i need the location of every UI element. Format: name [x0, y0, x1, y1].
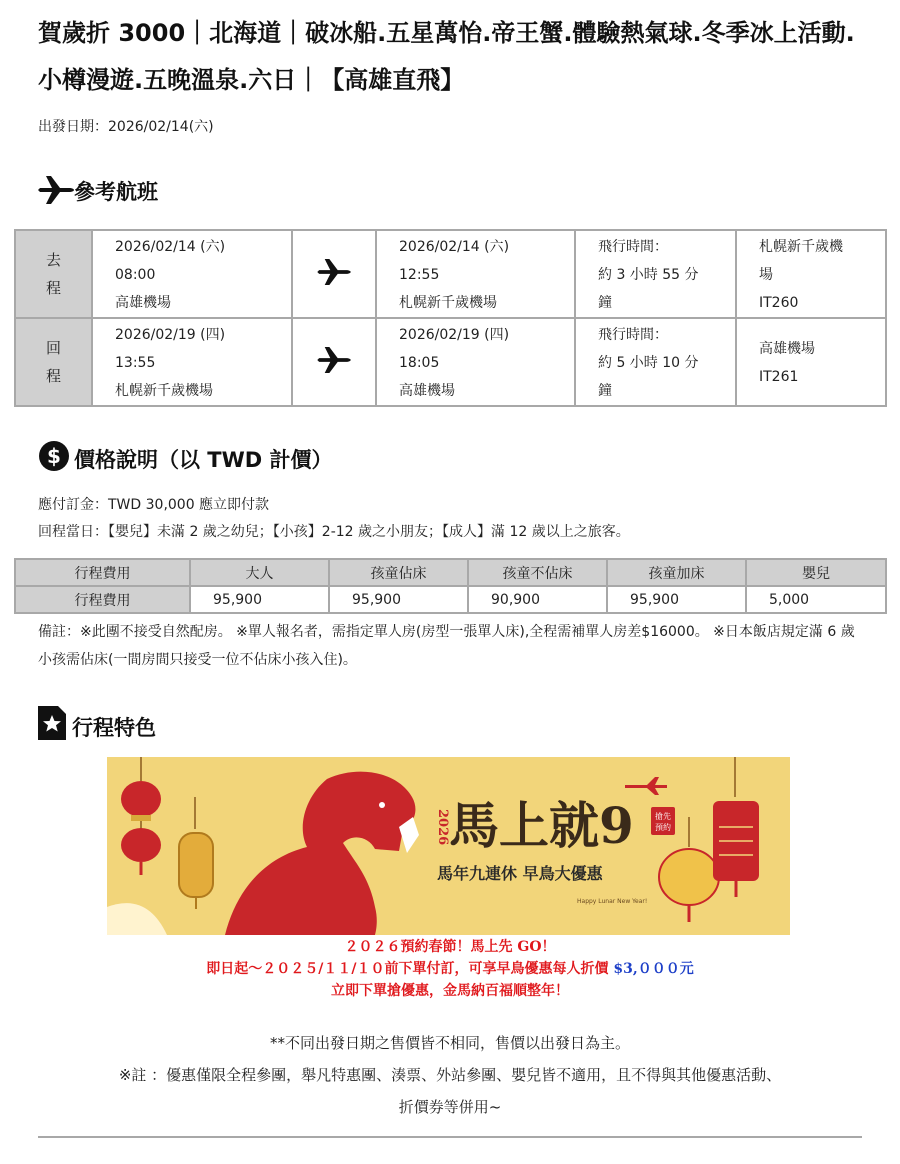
departure-airport-text: 札幌新千歲機場 — [115, 383, 213, 399]
flight-row-outbound — [15, 230, 886, 318]
duration-cell — [575, 318, 736, 406]
feature-section-heading — [38, 706, 156, 740]
dollar-icon — [38, 440, 70, 472]
departure-time-text: 13:55 — [115, 355, 156, 371]
price-header: 孩童不佔床 — [468, 559, 607, 586]
price-header: 孩童加床 — [607, 559, 746, 586]
arrival-airport-text: 札幌新千歲機場 — [399, 295, 497, 311]
flight-section-heading — [38, 176, 158, 204]
svg-text:$: $ — [47, 444, 61, 468]
destination-airport-text-cont: 場 — [759, 267, 773, 283]
flight-heading-label: 參考航班 — [74, 180, 158, 204]
age-definition-text: 回程當日：【嬰兒】未滿 2 歲之幼兒；【小孩】2-12 歲之小朋友；【成人】滿 12 歲以上之旅客。 — [38, 524, 630, 540]
badge-text-2: 預約 — [655, 823, 671, 832]
deposit-text: 應付訂金：TWD 30,000 應立即付款 — [38, 497, 270, 513]
arrival-airport-text: 高雄機場 — [399, 383, 455, 399]
direction-label-1: 去 — [45, 251, 61, 269]
direction-label-2: 程 — [45, 279, 61, 297]
promo-line-2 — [0, 958, 900, 978]
arrival-date-text: 2026/02/14 (六) — [399, 239, 510, 255]
price-remark: 備註：※此團不接受自然配房。 ※單人報名者，需指定單人房(房型一張單人床),全程需補單人房差$16000。 ※日本飯店規定滿 6 歲小孩需佔床(一間房間只接受一位不佔床小孩入住)。 — [38, 624, 855, 668]
duration-cell — [575, 230, 736, 318]
arrival-time-text: 12:55 — [399, 267, 440, 283]
direction-cell — [15, 230, 92, 318]
departure-date: 出發日期：2026/02/14(六) — [38, 119, 214, 135]
direction-label-1: 回 — [45, 339, 61, 357]
plane-cell — [292, 318, 376, 406]
flight-code-cell — [736, 230, 886, 318]
duration-label: 飛行時間： — [598, 239, 668, 255]
banner-year: 2026 — [435, 809, 450, 846]
price-section-heading — [38, 440, 333, 472]
departure-cell — [92, 230, 292, 318]
promo-banner — [107, 757, 790, 935]
departure-date-text: 2026/02/19 (四) — [115, 327, 226, 343]
promo-line-3: 立即下單搶優惠，金馬納百福順整年！ — [331, 983, 569, 999]
price-child-extra-bed: 95,900 — [607, 586, 746, 613]
arrival-time-text: 18:05 — [399, 355, 440, 371]
flight-number: IT260 — [759, 295, 799, 311]
price-note: **不同出發日期之售價皆不相同，售價以出發日為主。 — [269, 1034, 630, 1052]
duration-unit: 鐘 — [598, 383, 612, 399]
destination-airport-text: 高雄機場 — [759, 341, 815, 357]
flight-row-return — [15, 318, 886, 406]
promo-discount: $3,０００元 — [613, 961, 694, 977]
airplane-icon — [38, 176, 74, 204]
star-document-icon — [38, 706, 66, 740]
duration-value: 約 3 小時 55 分 — [598, 267, 699, 283]
banner-headline: 馬上就9 — [449, 796, 634, 855]
duration-value: 約 5 小時 10 分 — [598, 355, 699, 371]
price-adult: 95,900 — [190, 586, 329, 613]
price-header: 孩童佔床 — [329, 559, 468, 586]
price-table — [14, 558, 887, 614]
destination-airport-text: 札幌新千歲機 — [759, 239, 843, 255]
price-header: 大人 — [190, 559, 329, 586]
departure-cell — [92, 318, 292, 406]
badge-text-1: 搶先 — [655, 812, 671, 821]
promo-line-1: ２０２６預約春節！馬上先 GO！ — [344, 939, 556, 955]
arrival-date-text: 2026/02/19 (四) — [399, 327, 510, 343]
page-title: 賀歲折 3000｜北海道｜破冰船.五星萬怡.帝王蟹.體驗熱氣球.冬季冰上活動.小樽漫遊.五晚溫泉.六日｜【高雄直飛】 — [38, 19, 855, 94]
price-heading-label: 價格說明（以 TWD 計價） — [74, 448, 333, 472]
price-row-label: 行程費用 — [15, 586, 190, 613]
departure-airport-text: 高雄機場 — [115, 295, 171, 311]
direction-label-2: 程 — [45, 367, 61, 385]
bottom-divider — [38, 1136, 862, 1138]
plane-cell — [292, 230, 376, 318]
arrival-cell — [376, 318, 575, 406]
departure-date-text: 2026/02/14 (六) — [115, 239, 226, 255]
banner-greeting: Happy Lunar New Year! — [577, 898, 648, 905]
feature-heading-label: 行程特色 — [72, 716, 156, 740]
price-header: 行程費用 — [15, 559, 190, 586]
banner-artwork — [107, 757, 790, 935]
airplane-icon — [316, 259, 352, 285]
flight-number: IT261 — [759, 369, 799, 385]
departure-time-text: 08:00 — [115, 267, 156, 283]
badge — [651, 807, 675, 835]
direction-cell — [15, 318, 92, 406]
arrival-cell — [376, 230, 575, 318]
airplane-icon — [316, 347, 352, 373]
price-value-row — [15, 586, 886, 613]
duration-unit: 鐘 — [598, 295, 612, 311]
discount-note: ※註 ：優惠僅限全程參團，舉凡特惠團、湊票、外站參團、嬰兒皆不適用，且不得與其他優惠活動、 — [118, 1066, 782, 1084]
price-child-no-bed: 90,900 — [468, 586, 607, 613]
duration-label: 飛行時間： — [598, 327, 668, 343]
price-header-row — [15, 559, 886, 586]
discount-note-cont: 折價券等併用~ — [398, 1098, 502, 1116]
flight-code-cell — [736, 318, 886, 406]
promo-line-2-text: 即日起～２０２５/１１/１０前下單付訂，可享早鳥優惠每人折價 — [206, 961, 609, 977]
price-child-bed: 95,900 — [329, 586, 468, 613]
flight-table — [14, 229, 887, 407]
price-header: 嬰兒 — [746, 559, 886, 586]
banner-subline: 馬年九連休 早鳥大優惠 — [437, 864, 603, 883]
price-infant: 5,000 — [746, 586, 886, 613]
